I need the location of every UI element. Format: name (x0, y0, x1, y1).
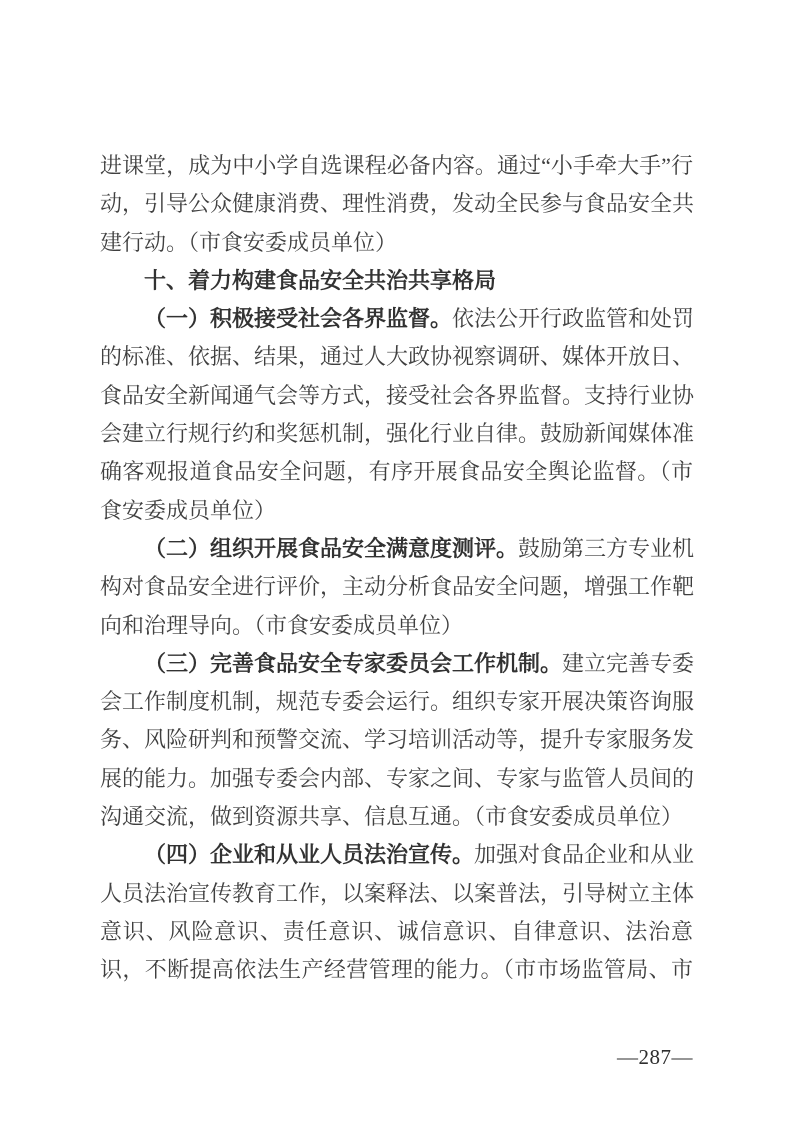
body-line (100, 300, 693, 338)
body-text: 依法公开行政监管和处罚 (452, 306, 695, 332)
page-number: —287— (617, 1045, 693, 1069)
document-body (100, 147, 693, 990)
body-text: 建立完善专委 (562, 650, 695, 676)
body-text: 加强对食品企业和从业 (474, 842, 695, 868)
body-line (100, 607, 693, 645)
body-line (100, 875, 693, 913)
body-line (100, 147, 693, 185)
paragraph-lead: （四）企业和从业人员法治宣传。 (144, 842, 475, 868)
body-line (100, 913, 693, 951)
body-line (100, 530, 693, 568)
body-line (100, 645, 693, 683)
body-text: 向和治理导向。（市食安委成员单位） (100, 612, 464, 638)
body-text: 的标准、依据、结果，通过人大政协视察调研、媒体开放日、 (100, 344, 695, 370)
paragraph-lead: （二）组织开展食品安全满意度测评。 (144, 535, 519, 561)
paragraph-lead: 十、着力构建食品安全共治共享格局 (144, 267, 497, 293)
body-text: 确客观报道食品安全问题，有序开展食品安全舆论监督。（市 (100, 459, 693, 485)
body-line (100, 798, 693, 836)
body-text: 识，不断提高依法生产经营管理的能力。（市市场监管局、市 (100, 957, 693, 983)
body-line (100, 338, 693, 376)
body-text: 展的能力。加强专委会内部、专家之间、专家与监管人员间的 (100, 765, 695, 791)
body-line (100, 415, 693, 453)
body-text: 食安委成员单位） (100, 497, 277, 523)
body-line (100, 721, 693, 759)
body-line (100, 492, 693, 530)
paragraph-lead: （一）积极接受社会各界监督。 (144, 306, 453, 332)
body-line (100, 836, 693, 874)
section-heading (100, 262, 693, 300)
body-line (100, 185, 693, 223)
body-line (100, 760, 693, 798)
body-text: 务、风险研判和预警交流、学习培训活动等，提升专家服务发 (100, 727, 695, 753)
body-line (100, 683, 693, 721)
body-text: 意识、风险意识、责任意识、诚信意识、自律意识、法治意 (100, 918, 693, 944)
body-line (100, 951, 693, 989)
body-text: 进课堂，成为中小学自选课程必备内容。通过“小手牵大手”行 (100, 153, 694, 178)
body-text: 构对食品安全进行评价，主动分析食品安全问题，增强工作靶 (100, 574, 695, 600)
body-text: 会建立行规行约和奖惩机制，强化行业自律。鼓励新闻媒体准 (100, 421, 695, 447)
body-text: 会工作制度机制，规范专委会运行。组织专家开展决策咨询服 (100, 689, 695, 715)
body-text: 动，引导公众健康消费、理性消费，发动全民参与食品安全共 (100, 191, 695, 217)
body-line (100, 377, 693, 415)
body-text: 沟通交流，做到资源共享、信息互通。（市食安委成员单位） (100, 804, 684, 830)
body-line (100, 453, 693, 491)
body-text: 鼓励第三方专业机 (518, 535, 695, 561)
body-text: 食品安全新闻通气会等方式，接受社会各界监督。支持行业协 (100, 382, 695, 408)
body-text: 人员法治宣传教育工作，以案释法、以案普法，引导树立主体 (100, 880, 695, 906)
body-line (100, 224, 693, 262)
body-line (100, 568, 693, 606)
paragraph-lead: （三）完善食品安全专家委员会工作机制。 (144, 650, 563, 676)
body-text: 建行动。（市食安委成员单位） (100, 229, 398, 255)
